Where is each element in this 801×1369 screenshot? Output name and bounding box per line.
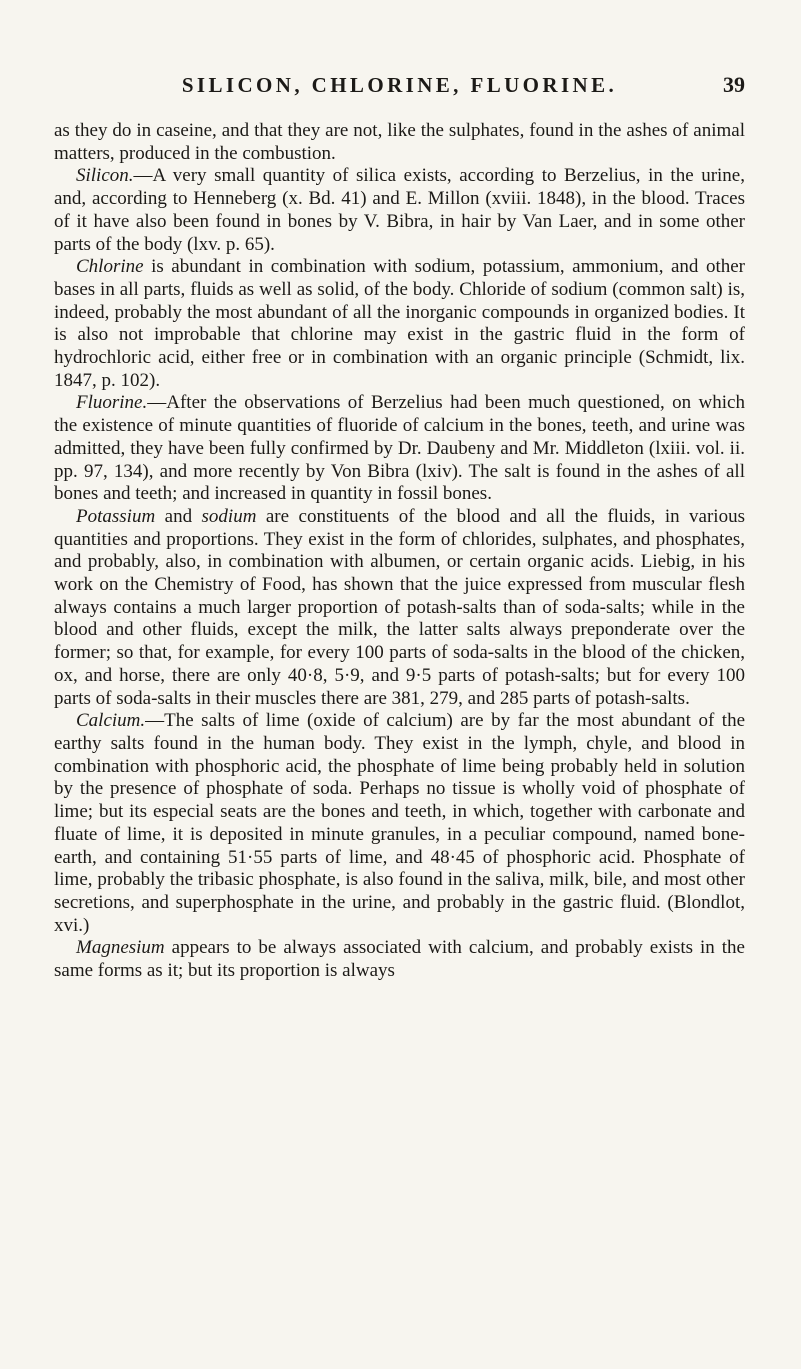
paragraph-chlorine xyxy=(54,256,745,392)
running-head-title: SILICON, CHLORINE, FLUORINE. xyxy=(181,73,618,97)
paragraph-calcium xyxy=(54,710,745,937)
paragraph-potassium-sodium xyxy=(54,506,745,710)
paragraph-text: —After the observations of Berzelius had been much questioned, on which the existence of minute quantities of fluoride of calcium in the bones, teeth, and urine was admitted, they have been fully confirmed by Dr. Daubeny and Mr. Middleton (lxiii. vol. ii. pp. 97, 134), and more recently by Von Bibra (lxiv). The salt is found in the ashes of all bones and teeth; and increased in quantity in fossil bones. xyxy=(54,392,745,505)
term-magnesium: Magnesium xyxy=(76,937,165,959)
term-calcium: Calcium. xyxy=(76,710,146,732)
paragraph-text: is abundant in combination with sodium, potassium, ammonium, and other bases in all parts, fluids as well as solid, of the body. Chloride of sodium (common salt) is, indeed, probably the most abundant of all the inorganic compounds in organized bodies. It is also not improbable that chlorine may exist in the gastric fluid in the form of hydrochloric acid, either free or in combination with an organic principle (Schmidt, lix. 1847, p. 102). xyxy=(54,256,745,391)
paragraph-silicon xyxy=(54,165,745,256)
term-sodium: sodium xyxy=(201,505,257,527)
paragraph-text: —The salts of lime (oxide of calcium) are by far the most abundant of the earthy salts found in the human body. They exist in the lymph, chyle, and blood in combination with phosphoric acid, the phosphate of lime being probably held in solution by the presence of phosphate of soda. Perhaps no tissue is wholly void of phosphate of lime; but its especial seats are the bones and teeth, in which, together with carbonate and fluate of lime, it is deposited in minute granules, in a peculiar compound, named bone-earth, and containing 51·55 parts of lime, and 48·45 of phosphoric acid. Phosphate of lime, probably the tribasic phosphate, is also found in the saliva, milk, bile, and most other secretions, and superphosphate in the urine, and probably in the gastric fluid. (Blondlot, xvi.) xyxy=(54,710,745,936)
paragraph-magnesium xyxy=(54,937,745,982)
paragraph-text: are constituents of the blood and all the fluids, in various quantities and proportions. They exist in the form of chlorides, sulphates, and phosphates, and probably, also, in combination with albumen, or certain organic acids. Liebig, in his work on the Chemistry of Food, has shown that the juice expressed from muscular flesh always contains a much larger proportion of potash-salts than of soda-salts; while in the blood and other fluids, except the milk, the latter salts always preponderate over the former; so that, for example, for every 100 parts of soda-salts in the blood of the chicken, ox, and horse, there are only 40·8, 5·9, and 9·5 parts of potash-salts; but for every 100 parts of soda-salts in their muscles there are 381, 279, and 285 parts of potash-salts. xyxy=(54,505,745,709)
term-chlorine: Chlorine xyxy=(76,256,144,278)
body-text xyxy=(54,120,745,983)
paragraph-text: —A very small quantity of silica exists, according to Berzelius, in the urine, and, according to Henneberg (x. Bd. 41) and E. Millon (xviii. 1848), in the blood. Traces of it have also been found in bones by V. Bibra, in hair by Van Laer, and in some other parts of the body (lxv. p. 65). xyxy=(54,165,745,255)
paragraph-fluorine xyxy=(54,392,745,506)
paragraph-connector: and xyxy=(155,505,202,527)
paragraph-continuation xyxy=(54,120,745,165)
term-potassium: Potassium xyxy=(76,505,156,527)
running-head xyxy=(54,72,745,108)
paragraph-text: as they do in caseine, and that they are not, like the sulphates, found in the ashes of animal matters, produced in the combustion. xyxy=(54,120,745,164)
term-fluorine: Fluorine. xyxy=(76,392,148,414)
paragraph-text: appears to be always associated with calcium, and probably exists in the same forms as it; but its proportion is always xyxy=(54,937,745,982)
page-number: 39 xyxy=(723,72,745,97)
term-silicon: Silicon. xyxy=(76,165,134,187)
